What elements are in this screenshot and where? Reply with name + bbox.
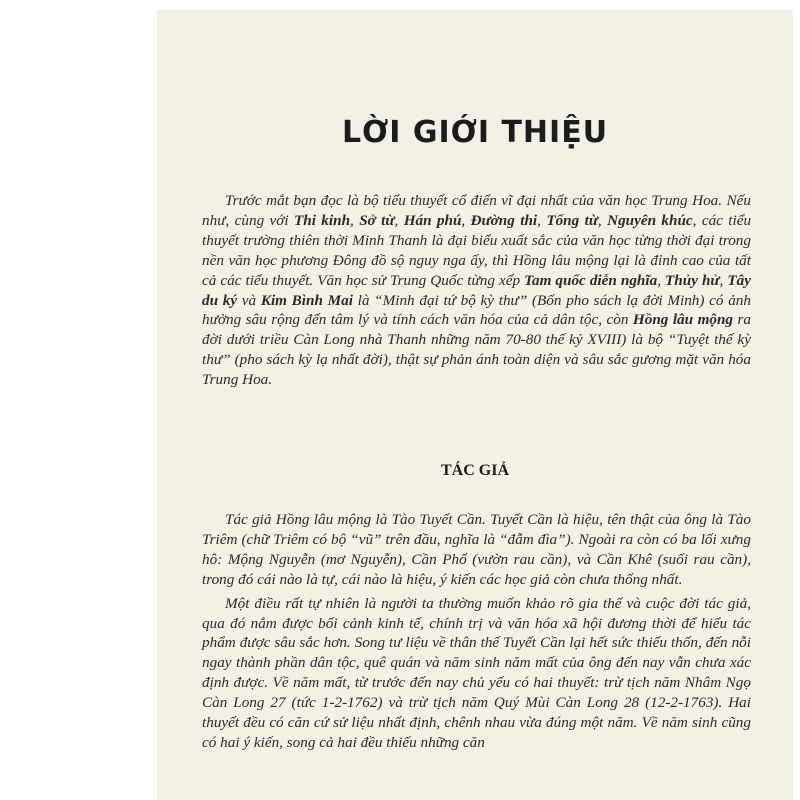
text-run: và [237, 291, 261, 309]
work-title: Đường thi [470, 211, 538, 229]
text-run: , [537, 211, 547, 229]
author-paragraph-1: Tác giả Hồng lâu mộng là Tào Tuyết Cần. Tuyết Cần là hiệu, tên thật của ông là Tào Triêm (chữ Triêm có bộ “vũ” trên đầu, nghĩa là “đẫm đìa”). Ngoài ra còn có ba lối xưng hô: Mộng Nguyễn (mơ Nguyễn), Cần Phố (vườn rau cần), và Cần Khê (suối rau cần), trong đó cái nào là tự, cái nào là hiệu, ý kiến các học giả còn chưa thống nhất. [202, 511, 751, 588]
text-run: Trước mắt bạn đọc là bộ tiểu thuyết cổ điển vĩ đại nhất của văn học Trung Hoa. Nếu như, cùng với [202, 192, 751, 229]
text-run: ra đời dưới triều Càn Long nhà Thanh những năm 70-80 thế kỷ XVIII) là bộ “Tuyệt thế kỳ thư” (pho sách kỳ lạ nhất đời), thật sự phản ánh toàn diện và sâu sắc gương mặt văn hóa Trung Hoa. [202, 311, 751, 389]
work-title: Nguyên khúc [607, 211, 693, 229]
author-paragraph-2: Một điều rất tự nhiên là người ta thường muốn khảo rõ gia thế và cuộc đời tác giả, qua đó nắm được bối cảnh kinh tế, chính trị và văn hóa xã hội đương thời để hiểu tác phẩm được sâu sắc hơn. Song tư liệu về thân thế Tuyết Cần lại hết sức thiếu thốn, đến nỗi ngay thành phần dân tộc, quê quán và năm sinh năm mất của ông đến nay vẫn chưa xác định được. Về năm mất, từ trước đến nay chủ yếu có hai thuyết: trừ tịch năm Nhâm Ngọ Càn Long 27 (tức 1-2-1762) và trừ tịch năm Quý Mùi Càn Long 28 (12-2-1763). Hai thuyết đều có căn cứ sử liệu nhất định, chênh nhau vừa đúng một năm. Về năm sinh cũng có hai ý kiến, song cả hai đều thiếu những căn [202, 594, 751, 751]
work-title: Tam quốc diễn nghĩa [524, 271, 658, 289]
text-run: , [394, 211, 404, 229]
section-heading-author: TÁC GIẢ [440, 462, 509, 479]
work-title: Hồng lâu mộng [632, 311, 734, 329]
work-title: Tống từ [546, 211, 598, 229]
work-title: Tây du ký [202, 271, 751, 309]
work-title: Sở từ [359, 211, 395, 229]
page-title: LỜI GIỚI THIỆU [341, 115, 609, 150]
text-run: , [657, 271, 666, 289]
text-run: , [461, 211, 471, 229]
text-run: , [719, 271, 728, 289]
text-run: , các tiểu thuyết trường thiên thời Minh Thanh là đại biểu xuất sắc của văn học từng thời đại trong nền văn học phương Đông đồ sộ nguy nga ấy, thì Hồng lâu mộng lại là đỉnh cao của tất cả các tiểu thuyết. Văn học sử Trung Quốc từng xếp [202, 211, 752, 289]
book-page [157, 10, 793, 800]
work-title: Thi kinh [293, 211, 351, 229]
work-title: Hán phú [403, 211, 462, 229]
text-run: là “Minh đại tứ bộ kỳ thư” (Bốn pho sách lạ đời Minh) có ảnh hưởng sâu rộng đến tâm lý và tính cách văn hóa của cả dân tộc, còn [202, 291, 751, 329]
work-title: Kim Bình Mai [260, 291, 353, 309]
intro-paragraph [202, 191, 751, 390]
text-run: , [350, 211, 360, 229]
work-title: Thủy hử [665, 271, 720, 289]
intro-section [202, 191, 751, 394]
text-run: , [597, 211, 608, 229]
author-section [202, 510, 751, 757]
